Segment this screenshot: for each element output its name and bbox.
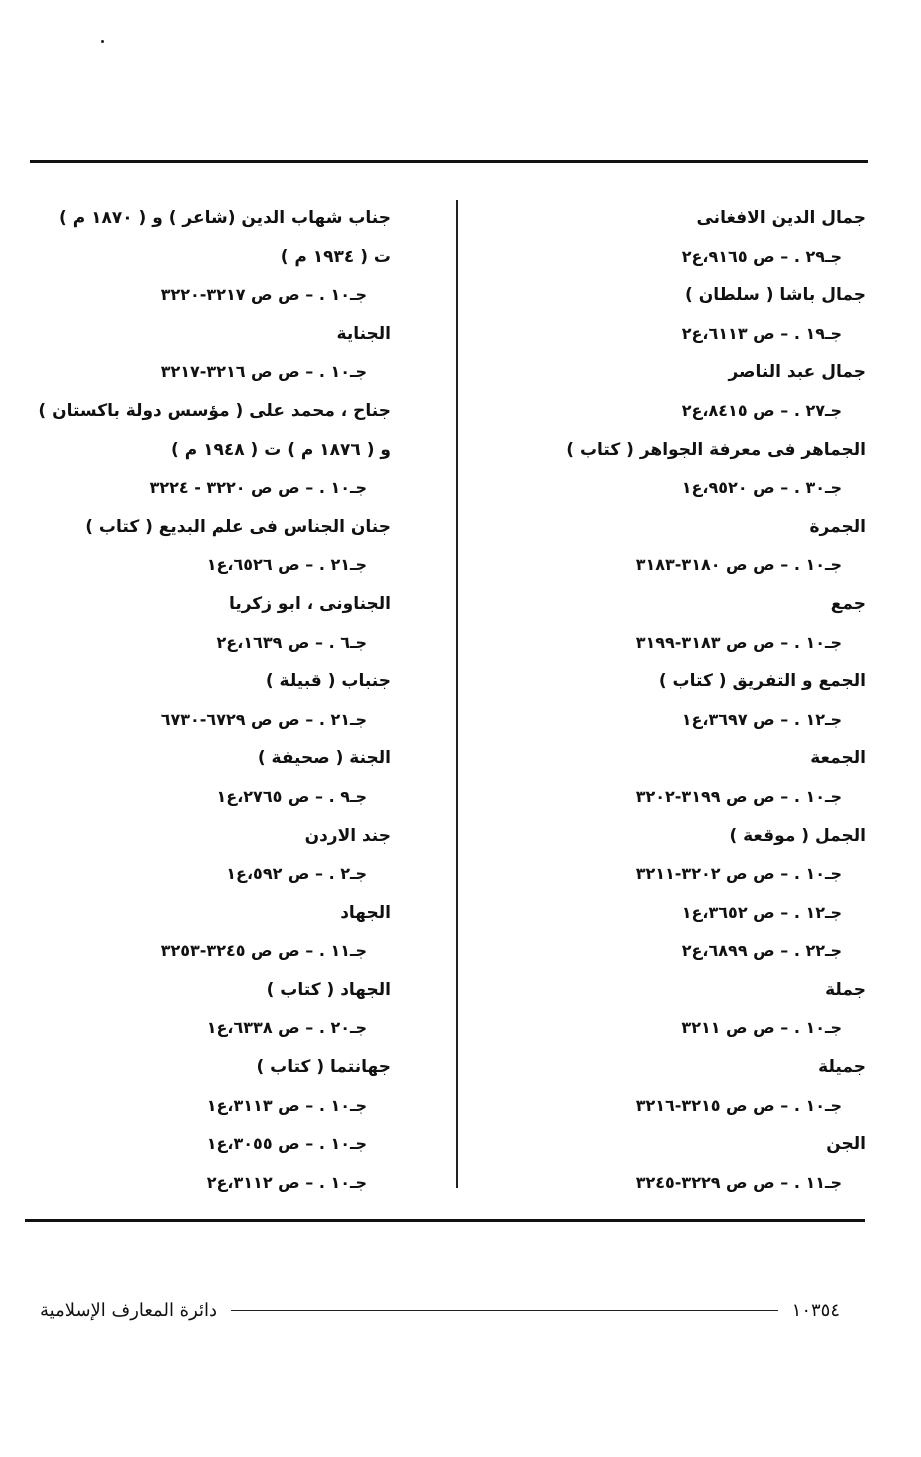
index-entry-reference: جـ١٠ . – ص ص ٣١٨٠-٣١٨٣ [635, 555, 842, 575]
index-entry-reference: جـ١٠ . – ص ٣١١٣،ع١ [206, 1095, 367, 1115]
index-entry-heading: الجهاد ( كتاب ) [266, 979, 391, 1000]
index-entry-reference: جـ٢٧ . – ص ٨٤١٥،ع٢ [681, 400, 842, 420]
index-entry-heading: الجناونى ، ابو زكريا [228, 593, 391, 614]
index-entry-heading: جميلة [818, 1057, 866, 1078]
index-entry-reference: جـ٢٢ . – ص ٦٨٩٩،ع٢ [681, 941, 842, 961]
index-entry-heading: جناح ، محمد على ( مؤسس دولة باكستان ) [38, 400, 391, 421]
footer-title: دائرة المعارف الإسلامية [40, 1300, 218, 1321]
index-entry-heading: جمال باشا ( سلطان ) [685, 285, 866, 306]
index-entry-heading: جهانتما ( كتاب ) [256, 1057, 391, 1078]
index-entry-reference: جـ١٠ . – ص ص ٣١٩٩-٣٢٠٢ [635, 786, 842, 806]
index-entry-heading: الجنة ( صحيفة ) [257, 748, 391, 769]
index-column-right [486, 205, 866, 1208]
index-entry-heading: جمال عبد الناصر [728, 362, 866, 383]
top-rule [30, 160, 868, 163]
index-entry-heading: الجمعة [810, 748, 866, 769]
index-entry-reference: جـ٢٩ . – ص ٩١٦٥،ع٢ [681, 246, 842, 266]
index-entry-reference: جـ٢١ . – ص ٦٥٢٦،ع١ [206, 555, 367, 575]
index-entry-reference: جـ١٢ . – ص ٣٦٥٢،ع١ [681, 902, 842, 922]
index-entry-heading: جملة [825, 979, 866, 1000]
index-entry-reference: جـ٣٠ . – ص ٩٥٢٠،ع١ [681, 478, 842, 498]
index-entry-reference: جـ١٠ . – ص ص ٣٢١٦-٣٢١٧ [160, 362, 367, 382]
index-entry-heading: الجهاد [340, 902, 391, 923]
index-entry-heading: جناب شهاب الدين (شاعر ) و ( ١٨٧٠ م ) [59, 208, 391, 228]
page-number: ١٠٣٥٤ [791, 1300, 840, 1321]
bottom-rule [25, 1219, 865, 1222]
index-entry-reference: جـ١٠ . – ص ٣٠٥٥،ع١ [206, 1134, 367, 1154]
index-entry-heading: الجمرة [809, 516, 866, 537]
index-entry-reference: جـ١٢ . – ص ٣٦٩٧،ع١ [681, 709, 842, 729]
index-entry-reference: جـ١٠ . – ص ص ٣٢٠٢-٣٢١١ [635, 864, 842, 884]
index-entry-heading: الجمل ( موقعة ) [729, 825, 866, 846]
index-entry-heading: الجماهر فى معرفة الجواهر ( كتاب ) [566, 439, 866, 460]
index-entry-reference: جـ٦ . – ص ١٦٣٩،ع٢ [216, 632, 367, 652]
index-entry-reference: جـ١٠ . – ص ص ٣٢٢٠ - ٣٢٢٤ [149, 478, 367, 498]
index-entry-heading: جمع [830, 593, 866, 614]
index-entry-reference: جـ١١ . – ص ص ٣٢٤٥-٣٢٥٣ [160, 941, 367, 961]
index-entry-heading: جنباب ( قبيلة ) [265, 671, 391, 692]
index-entry-heading: جمال الدين الافغانى [696, 208, 866, 228]
index-entry-reference: جـ١٠ . – ص ص ٣١٨٣-٣١٩٩ [635, 632, 842, 652]
index-entry-reference: جـ١٠ . – ص ص ٣٢١١ [681, 1018, 842, 1038]
index-entry-reference: جـ١٩ . – ص ٦١١٣،ع٢ [681, 323, 842, 343]
index-entry-heading: الجن [826, 1134, 866, 1155]
index-entry-reference: جـ١٠ . – ص ص ٣٢١٧-٣٢٢٠ [160, 285, 367, 305]
index-entry-heading: جنان الجناس فى علم البديع ( كتاب ) [85, 516, 391, 537]
stray-mark [101, 40, 104, 43]
index-entry-reference: جـ٢ . – ص ٥٩٢،ع١ [226, 864, 367, 884]
index-entry-continuation: و ( ١٨٧٦ م ) ت ( ١٩٤٨ م ) [171, 439, 391, 460]
index-entry-reference: جـ١١ . – ص ص ٣٢٢٩-٣٢٤٥ [635, 1172, 842, 1192]
index-entry-heading: جند الاردن [304, 825, 391, 846]
footer-rule [231, 1310, 778, 1312]
index-column-left [21, 205, 391, 1208]
index-entry-reference: جـ١٠ . – ص ٣١١٢،ع٢ [206, 1172, 367, 1192]
index-entry-heading: الجمع و التفريق ( كتاب ) [658, 671, 866, 692]
index-entry-reference: جـ٢٠ . – ص ٦٣٣٨،ع١ [206, 1018, 367, 1038]
index-entry-reference: جـ٩ . – ص ٢٧٦٥،ع١ [216, 786, 367, 806]
page-footer [40, 1300, 840, 1334]
index-entry-reference: جـ١٠ . – ص ص ٣٢١٥-٣٢١٦ [635, 1095, 842, 1115]
index-entry-reference: جـ٢١ . – ص ص ٦٧٢٩-٦٧٣٠ [160, 709, 367, 729]
index-entry-continuation: ت ( ١٩٣٤ م ) [280, 246, 391, 267]
index-entry-heading: الجناية [336, 323, 391, 344]
column-divider [456, 200, 458, 1188]
